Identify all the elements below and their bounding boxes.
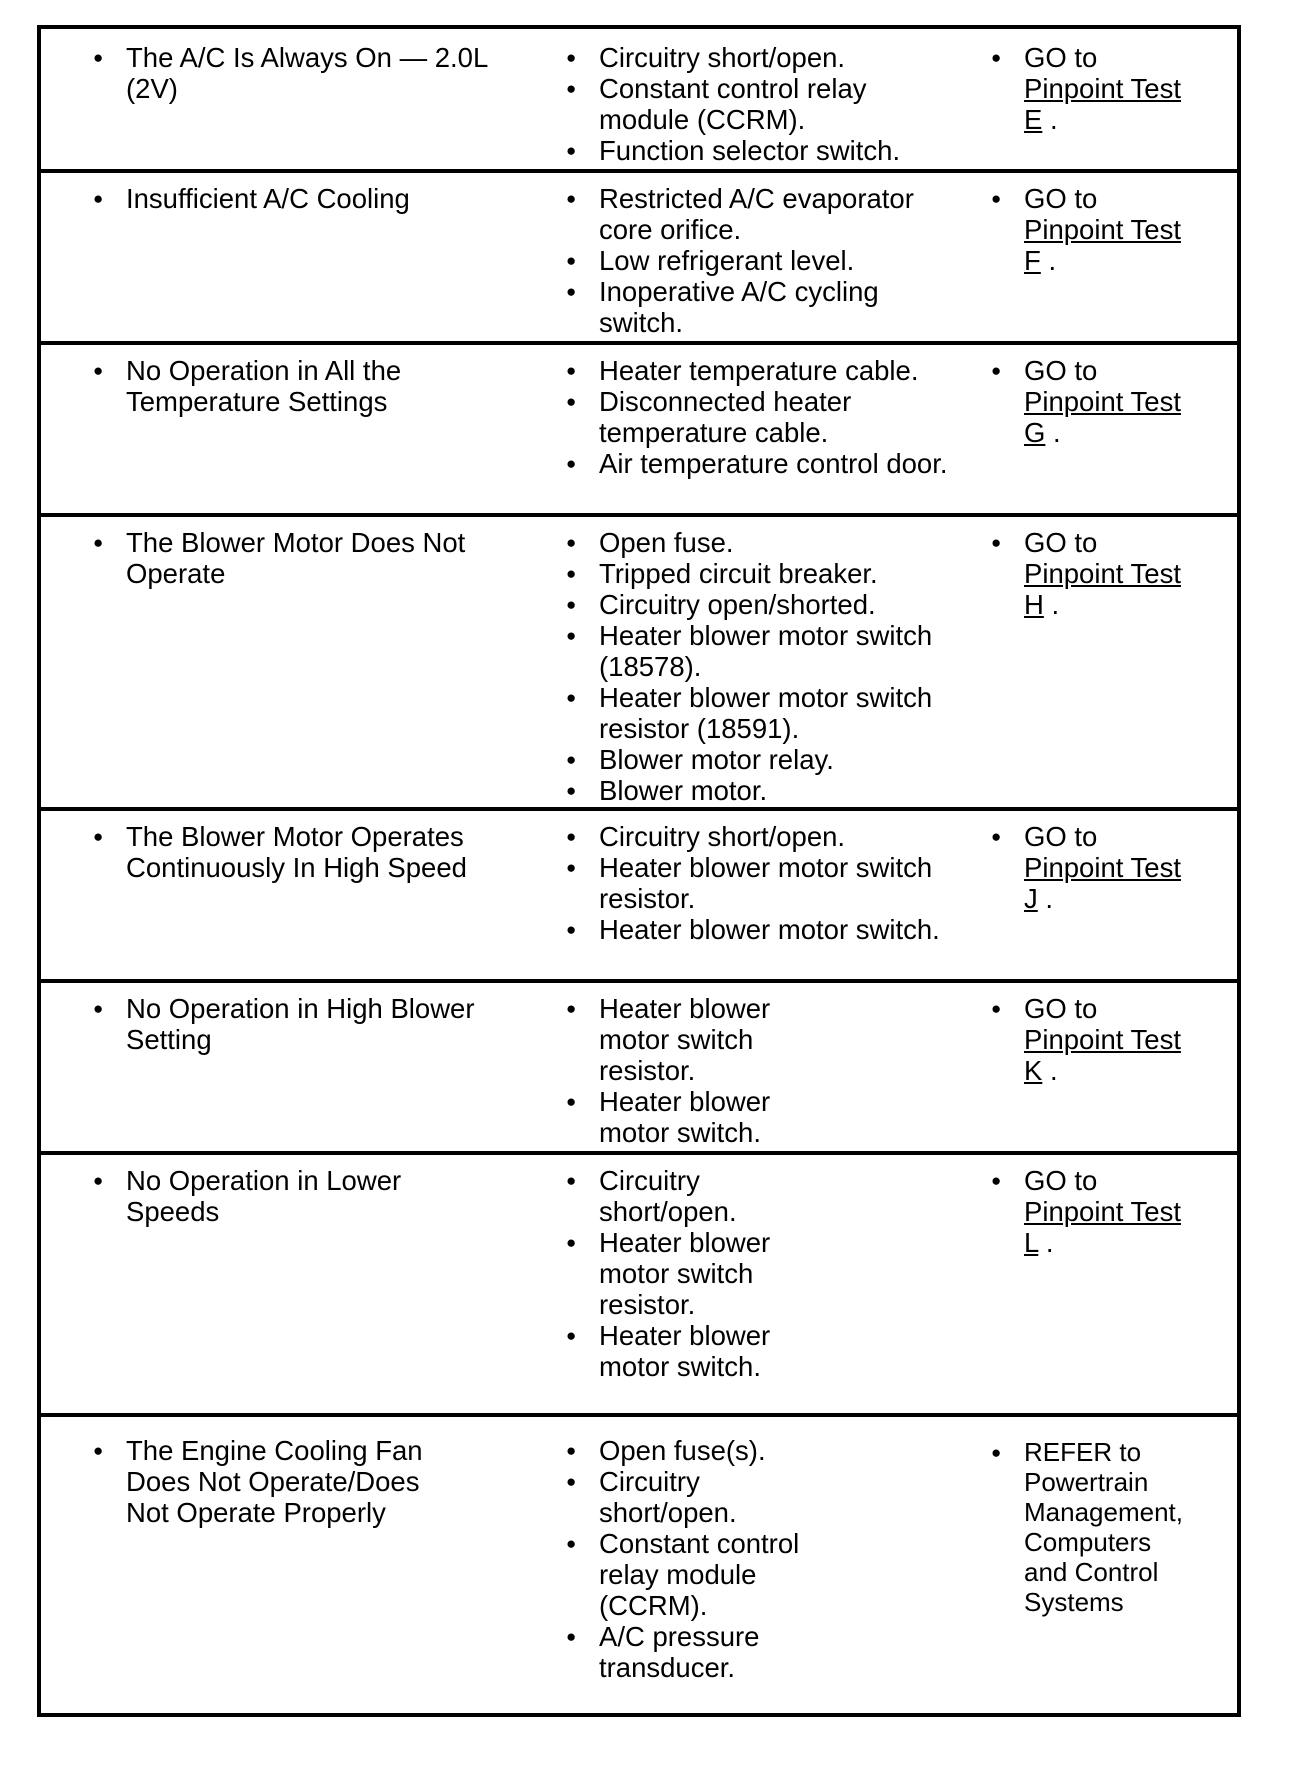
action-item: ● GO to Pinpoint Test K . — [991, 993, 1226, 1086]
pinpoint-test-link-g[interactable]: Pinpoint Test — [1024, 386, 1181, 417]
action-prefix: GO to — [1024, 1165, 1098, 1196]
cause-item: ● Open fuse. — [566, 527, 961, 558]
symptom-text: ● No Operation in All the Temperature Settings — [93, 355, 523, 417]
pinpoint-test-letter[interactable]: J — [1024, 883, 1038, 914]
cause-item: ● Circuitry short/open. — [566, 821, 961, 852]
action-item: ● GO to Pinpoint Test H . — [991, 527, 1226, 620]
action-prefix: GO to — [1024, 993, 1098, 1024]
refer-text: ● REFER to Powertrain Management, Computers and Control Systems — [991, 1437, 1194, 1617]
cause-item: ● Blower motor relay. — [566, 744, 961, 775]
cause-item: ● Open fuse(s). — [566, 1435, 806, 1466]
cause-item: ● A/C pressure transducer. — [566, 1621, 806, 1683]
cause-item: ● Restricted A/C evaporator core orifice. — [566, 183, 961, 245]
symptom-text: ● The A/C Is Always On — 2.0L (2V) — [93, 42, 523, 104]
table-row — [41, 29, 1237, 169]
action-prefix: GO to — [1024, 355, 1098, 386]
cause-item: ● Circuitry short/open. — [566, 1165, 776, 1227]
symptom-text: ● No Operation in High Blower Setting — [93, 993, 523, 1055]
action-item: ● GO to Pinpoint Test L . — [991, 1165, 1226, 1258]
cause-item: ● Heater blower motor switch. — [566, 914, 961, 945]
cause-item: ● Circuitry short/open. — [566, 1466, 806, 1528]
table-row — [41, 1413, 1237, 1713]
pinpoint-test-link-e[interactable]: Pinpoint Test — [1024, 73, 1181, 104]
cause-item: ● Heater blower motor switch resistor (18591). — [566, 682, 961, 744]
cause-item: ● Heater temperature cable. — [566, 355, 961, 386]
pinpoint-test-link-k[interactable]: Pinpoint Test — [1024, 1024, 1181, 1055]
action-prefix: GO to — [1024, 183, 1098, 214]
table-row — [41, 169, 1237, 341]
cause-item: ● Tripped circuit breaker. — [566, 558, 961, 589]
pinpoint-test-link-j[interactable]: Pinpoint Test — [1024, 852, 1181, 883]
symptom-text: ● No Operation in Lower Speeds — [93, 1165, 426, 1227]
cause-item: ● Inoperative A/C cycling switch. — [566, 276, 961, 338]
table-row — [41, 807, 1237, 979]
cause-item: ● Constant control relay module (CCRM). — [566, 1528, 806, 1621]
cause-item: ● Blower motor. — [566, 775, 961, 806]
action-item: ● GO to Pinpoint Test J . — [991, 821, 1226, 914]
table-row — [41, 341, 1237, 513]
pinpoint-test-letter[interactable]: G — [1024, 417, 1046, 448]
cause-item: ● Constant control relay module (CCRM). — [566, 73, 961, 135]
cause-item: ● Heater blower motor switch resistor. — [566, 1227, 776, 1320]
cause-item: ● Heater blower motor switch. — [566, 1320, 776, 1382]
table-row — [41, 979, 1237, 1151]
cause-item: ● Heater blower motor switch (18578). — [566, 620, 961, 682]
cause-item: ● Circuitry short/open. — [566, 42, 961, 73]
symptom-text: ● The Blower Motor Does Not Operate — [93, 527, 523, 589]
action-item: ● GO to Pinpoint Test G . — [991, 355, 1226, 448]
pinpoint-test-letter[interactable]: L — [1024, 1227, 1039, 1258]
action-prefix: GO to — [1024, 821, 1098, 852]
action-prefix: GO to — [1024, 42, 1098, 73]
cause-item: ● Heater blower motor switch resistor. — [566, 852, 961, 914]
cause-item: ● Heater blower motor switch resistor. — [566, 993, 776, 1086]
pinpoint-test-letter[interactable]: E — [1024, 104, 1043, 135]
cause-item: ● Air temperature control door. — [566, 448, 961, 479]
pinpoint-test-letter[interactable]: H — [1024, 589, 1044, 620]
pinpoint-test-letter[interactable]: K — [1024, 1055, 1043, 1086]
cause-item: ● Low refrigerant level. — [566, 245, 961, 276]
symptom-text: ● The Engine Cooling Fan Does Not Operate/Does Not Operate Properly — [93, 1435, 456, 1528]
table-row — [41, 513, 1237, 807]
symptom-text: ● The Blower Motor Operates Continuously In High Speed — [93, 821, 523, 883]
action-prefix: GO to — [1024, 527, 1098, 558]
symptom-text: ● Insufficient A/C Cooling — [93, 183, 523, 214]
pinpoint-test-link-h[interactable]: Pinpoint Test — [1024, 558, 1181, 589]
cause-item: ● Heater blower motor switch. — [566, 1086, 776, 1148]
diagnosis-table — [37, 25, 1241, 1717]
action-item: ● GO to Pinpoint Test E . — [991, 42, 1226, 135]
pinpoint-test-letter[interactable]: F — [1024, 245, 1041, 276]
cause-item: ● Circuitry open/shorted. — [566, 589, 961, 620]
pinpoint-test-link-l[interactable]: Pinpoint Test — [1024, 1196, 1181, 1227]
pinpoint-test-link-f[interactable]: Pinpoint Test — [1024, 214, 1181, 245]
action-item: ● GO to Pinpoint Test F . — [991, 183, 1226, 276]
table-row — [41, 1151, 1237, 1413]
cause-item: ● Disconnected heater temperature cable. — [566, 386, 961, 448]
cause-item: ● Function selector switch. — [566, 135, 961, 166]
